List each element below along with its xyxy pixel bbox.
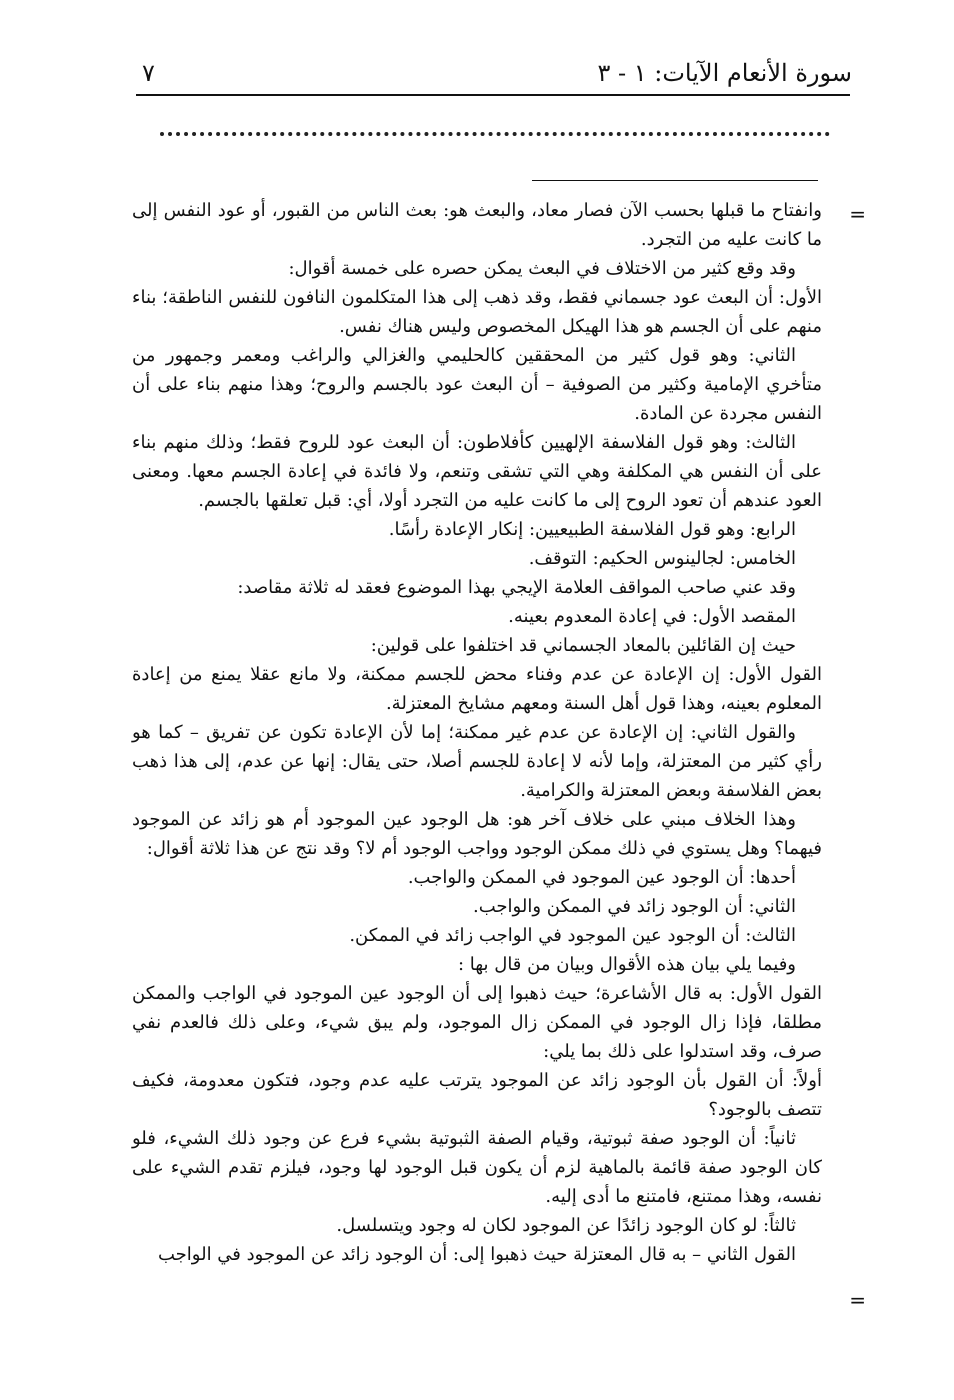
- ellipsis-dotted-line: [160, 132, 830, 136]
- page-header: [132, 52, 852, 92]
- paragraph: الخامس: لجالينوس الحكيم: التوقف.: [528, 548, 796, 569]
- paragraph: وفيما يلي بيان هذه الأقوال وبيان من قال بها :: [457, 954, 796, 975]
- paragraph: أولاً: أن القول بأن الوجود زائد عن الموجود يترتب عليه عدم وجود، فتكون معدومة، فكيف تتصف بالوجود؟: [132, 1070, 822, 1120]
- continuation-mark-top: =: [849, 202, 866, 226]
- paragraph: وقد عني صاحب المواقف العلامة الإيجي بهذا الموضوع فعقد له ثلاثة مقاصد:: [237, 577, 796, 598]
- paragraph: ثانياً: أن الوجود صفة ثبوتية، وقيام الصفة الثبوتية بشيء فرع عن وجود ذلك الشيء، فلو كان الوجود صفة قائمة بالماهية لزم أن يكون قبل الوجود لها وجود، فيلزم تقدم الشيء على نفسه، وهذا ممتنع، فامتنع ما أدى إليه.: [132, 1128, 822, 1207]
- running-title: سورة الأنعام الآيات: ١ - ٣: [597, 59, 852, 87]
- footnote-body: [132, 196, 822, 1269]
- paragraph: والقول الثاني: إن الإعادة عن عدم غير ممكنة؛ إما لأن الإعادة تكون عن تفريق – كما هو رأي كثير من المعتزلة، وإما لأنه لا إعادة للجسم أصلا، حتى يقال: إنها عن عدم، إلى هذا ذهب بعض الفلاسفة وبعض المعتزلة والكرامية.: [132, 722, 822, 801]
- paragraph: القول الأول: به قال الأشاعرة؛ حيث ذهبوا إلى أن الوجود عين الموجود في الواجب والممكن مطلقا، فإذا زال الوجود في الممكن زال الموجود، ولم يبق شيء، وعلى ذلك فالعدم نفي صرف، وقد استدلوا على ذلك بما يلي:: [132, 983, 822, 1062]
- paragraph: الأول: أن البعث عود جسماني فقط، وقد ذهب إلى هذا المتكلمون النافون للنفس الناطقة؛ بناء منهم على أن الجسم هو هذا الهيكل المخصوص وليس هناك نفس.: [132, 287, 822, 337]
- paragraph: القول الثاني – به قال المعتزلة حيث ذهبوا إلى: أن الوجود زائد عن الموجود في الواجب: [158, 1244, 796, 1265]
- paragraph: الثالث: وهو قول الفلاسفة الإلهيين كأفلاطون: أن البعث عود للروح فقط؛ وذلك منهم بناء على أن النفس هي المكلفة وهي التي تشقى وتنعم، ولا فائدة في إعادة الجسم معها. ومعنى العود عندهم أن تعود الروح إلى ما كانت عليه من التجرد أولا، أي: قبل تعلقها بالجسم.: [132, 432, 822, 511]
- paragraph: الرابع: وهو قول الفلاسفة الطبيعيين: إنكار الإعادة رأسًا.: [388, 519, 796, 540]
- paragraph: ثالثاً: لو كان الوجود زائدًا عن الموجود لكان له وجود ويتسلسل.: [336, 1215, 796, 1236]
- paragraph: الثاني: أن الوجود زائد في الممكن والواجب.: [473, 896, 796, 917]
- paragraph: القول الأول: إن الإعادة عن عدم وفناء محض للجسم ممكنة، ولا مانع عقلا يمنع من إعادة المعلوم بعينه، وهذا قول أهل السنة ومعهم مشايخ المعتزلة.: [132, 664, 822, 714]
- header-rule: [136, 94, 850, 96]
- paragraph: المقصد الأول: في إعادة المعدوم بعينه.: [508, 606, 796, 627]
- paragraph: الثاني: وهو قول كثير من المحققين كالحليمي والغزالي والراغب ومعمر وجمهور من متأخري الإمامية وكثير من الصوفية – أن البعث عود بالجسم والروح؛ وهذا منهم بناء على أن النفس مجردة عن المادة.: [132, 345, 822, 424]
- continuation-mark-bottom: =: [849, 1288, 866, 1312]
- page-number: ٧: [142, 59, 155, 87]
- paragraph: الثالث: أن الوجود عين الموجود في الواجب زائد في الممكن.: [349, 925, 796, 946]
- paragraph: وهذا الخلاف مبني على خلاف آخر هو: هل الوجود عين الموجود أم هو زائد عن الموجود فيهما؟ وهل يستوي في ذلك ممكن الوجود وواجب الوجود أم لا؟ وقد نتج عن هذا ثلاثة أقوال:: [132, 809, 822, 859]
- footnote-separator-rule: [532, 180, 818, 181]
- paragraph: وقد وقع كثير من الاختلاف في البعث يمكن حصره على خمسة أقوال:: [288, 258, 796, 279]
- paragraph: حيث إن القائلين بالمعاد الجسماني قد اختلفوا على قولين:: [370, 635, 796, 656]
- paragraph: وانفتاح ما قبلها بحسب الآن فصار معاد، والبعث هو: بعث الناس من القبور، أو عود النفس إلى ما كانت عليه من التجرد.: [132, 200, 822, 250]
- paragraph: أحدها: أن الوجود عين الموجود في الممكن والواجب.: [407, 867, 796, 888]
